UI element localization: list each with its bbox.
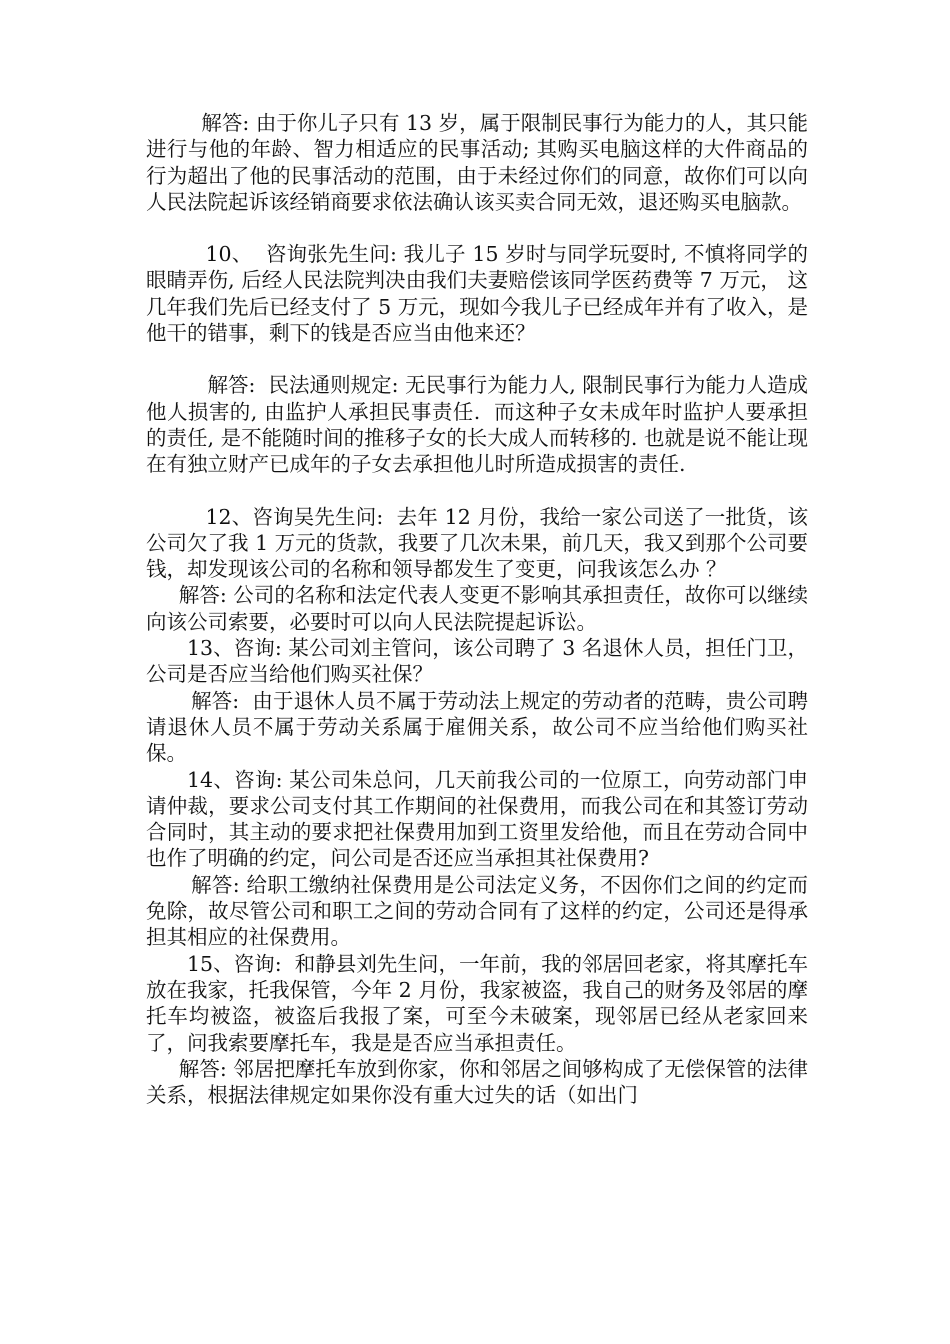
paragraph-gap: [146, 346, 808, 372]
document-page: [146, 110, 808, 1108]
question-paragraph-13: 13、咨询: 某公司刘主管问，该公司聘了 3 名退休人员，担任门卫，公司是否应当给他们购买社保？: [146, 636, 808, 687]
answer-paragraph-9: 解答: 由于你儿子只有 13 岁，属于限制民事行为能力的人，其只能进行与他的年龄、智力相适应的民事活动; 其购买电脑这样的大件商品的行为超出了他的民事活动的范围，由于未经过你们的同意，故你们可以向人民法院起诉该经销商要求依法确认该买卖合同无效，退还购买电脑款。: [146, 111, 808, 214]
answer-paragraph-12: 解答: 公司的名称和法定代表人变更不影响其承担责任，故你可以继续向该公司索要，必要时可以向人民法院提起诉讼。: [146, 583, 808, 634]
answer-paragraph-13: 解答: 由于退休人员不属于劳动法上规定的劳动者的范畴，贵公司聘请退休人员不属于劳动关系属于雇佣关系，故公司不应当给他们购买社保。: [146, 688, 808, 766]
question-paragraph-10: 10、 咨询张先生问: 我儿子 15 岁时与同学玩耍时, 不慎将同学的眼睛弄伤, 后经人民法院判决由我们夫妻赔偿该同学医药费等 7 万元， 这几年我们先后已经支付了 5 万元，现如今我儿子已经成年并有了收入，是他干的错事，剩下的钱是否应当由他来还？: [146, 242, 808, 346]
answer-paragraph-15: 解答: 邻居把摩托车放到你家，你和邻居之间够构成了无偿保管的法律关系，根据法律规定如果你没有重大过失的话（如出门: [146, 1056, 808, 1108]
answer-paragraph-10: 解答: 民法通则规定: 无民事行为能力人, 限制民事行为能力人造成他人损害的, 由监护人承担民事责任. 而这种子女未成年时监护人要承担的责任, 是不能随时间的推移子女的长大成人而转移的. 也就是说不能让现在有独立财产已成年的子女去承担他儿时所造成损害的责任.: [146, 373, 808, 477]
answer-paragraph-14: 解答: 给职工缴纳社保费用是公司法定义务，不因你们之间的约定而免除，故尽管公司和职工之间的劳动合同有了这样的约定，公司还是得承担其相应的社保费用。: [146, 872, 808, 950]
question-paragraph-15: 15、咨询: 和静县刘先生问，一年前，我的邻居回老家，将其摩托车放在我家，托我保管，今年 2 月份，我家被盗，我自己的财务及邻居的摩托车均被盗，被盗后我报了案，可至今未破案，现邻居已经从老家回来了，问我索要摩托车，我是是否应当承担责任。: [146, 951, 808, 1055]
paragraph-gap: [146, 478, 808, 504]
paragraph-gap: [146, 215, 808, 241]
question-paragraph-12: 12、咨询吴先生问: 去年 12 月份，我给一家公司送了一批货，该公司欠了我 1 万元的货款，我要了几次未果，前几天，我又到那个公司要钱，却发现该公司的名称和领导都发生了变更，问我该怎么办 ？: [146, 504, 808, 582]
question-paragraph-14: 14、咨询: 某公司朱总问，几天前我公司的一位原工，向劳动部门申请仲裁，要求公司支付其工作期间的社保费用，而我公司在和其签订劳动合同时，其主动的要求把社保费用加到工资里发给他，而且在劳动合同中也作了明确的约定，问公司是否还应当承担其社保费用?: [146, 767, 808, 871]
